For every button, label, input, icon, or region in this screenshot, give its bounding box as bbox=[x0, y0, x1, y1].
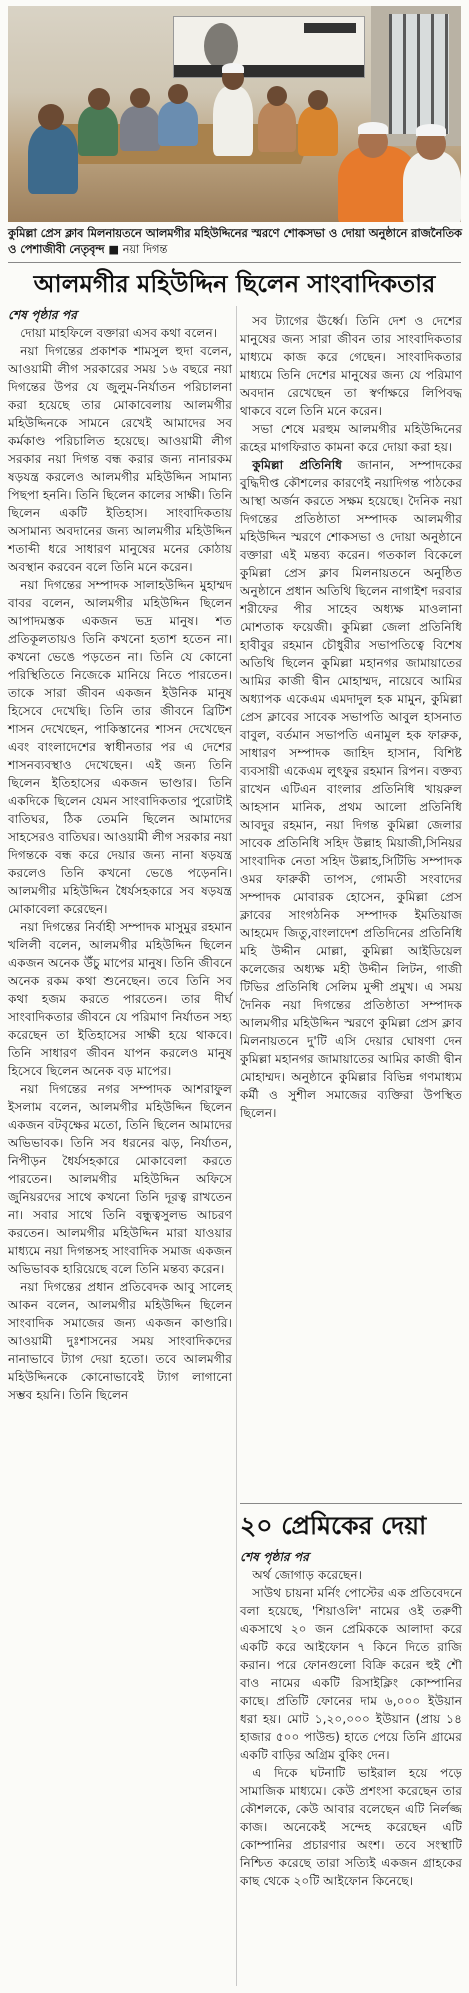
article-paragraph: এ দিকে ঘটনাটি ভাইরাল হয়ে পড়ে সামাজিক মাধ্যমে। কেউ প্রশংসা করেছেন তার কৌশলকে, কেউ আবার বলেছেন এটি নির্লজ্জ কাজ। অনেকেই সন্দেহ করেছেন এটি কোম্পানির প্রচারণার অংশ। তবে সংস্থাটি নিশ্চিত করেছে তারা সত্যিই একজন গ্রাহকের কাছ থেকে ২০টি আইফোন কিনেছে। bbox=[240, 1766, 462, 1888]
photo-person bbox=[78, 106, 118, 156]
comilla-dateline: কুমিল্লা প্রতিনিধি bbox=[252, 458, 343, 472]
article-paragraph: নয়া দিগন্তের প্রকাশক শামসুল হুদা বলেন, আওয়ামী লীগ সরকারের সময় ১৬ বছরে নয়া দিগন্তের উপর যে জুলুম-নির্যাতন পরিচালনা করা হয়েছে তার মোকাবেলায় আলমগীর মহিউদ্দিনকে সামনে রেখেই আমাদের সব কর্মকাণ্ড পরিচালিত হয়েছে। আওয়ামী লীগ সরকার নয়া দিগন্ত বন্ধ করার জন্য নানারকম ষড়যন্ত্র করলেও আলমগীর মহিউদ্দিন সামান্য পিছপা হননি। তিনি ছিলেন কালের সাক্ষী। তিনি ছিলেন একটি ইতিহাস। সাংবাদিকতায় অসামান্য অবদানের জন্য আলমগীর মহিউদ্দিন শতাব্দী ধরে সাধারণ মানুষের মনের কোঠায় অবস্থান করবেন বলে তিনি মনে করেন। bbox=[8, 344, 232, 574]
photo-banner bbox=[173, 16, 365, 78]
photo-person bbox=[28, 124, 78, 194]
photo-head bbox=[308, 90, 328, 110]
article-paragraph: নয়া দিগন্তের নগর সম্পাদক আশরাফুল ইসলাম বলেন, আলমগীর মহিউদ্দিন ছিলেন একজন বটবৃক্ষের মতো, তিনি ছিলেন আমাদের অভিভাবক। তিনি সব ধরনের ঝড়, নির্যাতন, নিপীড়ন ধৈর্যসহকারে মোকাবেলা করতে পারতেন। আলমগীর মহিউদ্দিন অফিসে জুনিয়রদের সাথে কখনো তিনি দূরত্ব রাখতেন না। সবার সাথে তিনি বন্ধুত্বসুলভ আচরণ করতেন। আলমগীর মহিউদ্দিন মারা যাওয়ার মাধ্যমে নয়া দিগন্তসহ সাংবাদিক সমাজ একজন অভিভাবক হারিয়েছে বলে তিনি মন্তব্য করেন। bbox=[8, 1082, 232, 1276]
article-paragraph: দোয়া মাহফিলে বক্তারা এসব কথা বলেন। bbox=[20, 326, 218, 340]
continuation-kicker: শেষ পৃষ্ঠার পর bbox=[8, 308, 77, 322]
photo-person bbox=[403, 151, 461, 222]
photo-head bbox=[38, 104, 64, 130]
article-paragraph: নয়া দিগন্তের নির্বাহী সম্পাদক মাসুমুর রহমান খলিলী বলেন, আলমগীর মহিউদ্দিন ছিলেন একজন অনেক উঁচু মাপের মানুষ। তিনি জীবনে অনেক রকম কথা শুনেছেন। তবে তিনি সব কথা হজম করতে পারতেন। তার দীর্ঘ সাংবাদিকতার জীবনে যে পরিমাণ নির্যাতন সহ্য করেছেন তা ইতিহাসের সাক্ষী হয়ে থাকবে। তিনি সাধারণ জীবন যাপন করলেও মানুষ হিসেবে ছিলেন অনেক বড় মাপের। bbox=[8, 920, 232, 1078]
second-article-rule bbox=[240, 1503, 462, 1504]
photo-head bbox=[130, 88, 150, 108]
article-paragraph: নয়া দিগন্তের সম্পাদক সালাহউদ্দিন মুহাম্মদ বাবর বলেন, আলমগীর মহিউদ্দিন ছিলেন আপাদমস্তক একজন ভদ্র মানুষ। শত প্রতিকূলতায়ও তিনি কখনো হতাশ হতেন না। কখনো ভেঙে পড়তেন না। তিনি যে কোনো পরিস্থিতিতে নিজেকে মানিয়ে নিতে পারতেন। তাকে সারা জীবন একজন ইউনিক মানুষ হিসেবে দেখেছি। তিনি তার জীবনে ব্রিটিশ শাসন দেখেছেন, পাকিস্তানের শাসন দেখেছেন এবং বাংলাদেশের স্বাধীনতার পর এ দেশের শাসনব্যবস্থাও দেখেছেন। এই জন্য তিনি ছিলেন ইতিহাসের একজন ভাণ্ডার। তিনি একদিকে ছিলেন যেমন সাংবাদিকতার পুরোটাই বাতিঘর, ঠিক তেমনি ছিলেন আমাদের সাহসেরও বাতিঘর। আওয়ামী লীগ সরকার নয়া দিগন্তকে বন্ধ করে দেয়ার জন্য নানা ষড়যন্ত্র করলেও তিনি কখনো ভেঙে পড়েননি। আলমগীর মহিউদ্দিন ধৈর্যসহকারে সব ষড়যন্ত্র মোকাবেলা করেছেন। bbox=[8, 578, 232, 916]
article-left-column bbox=[8, 306, 232, 1404]
photo-cap bbox=[358, 122, 388, 134]
photo-person bbox=[158, 101, 198, 146]
photo-cap bbox=[222, 63, 244, 73]
article-paragraph: নয়া দিগন্তের প্রধান প্রতিবেদক আবু সালেহ আকন বলেন, আলমগীর মহিউদ্দিন ছিলেন সাংবাদিক সমাজের জন্য একজন কাণ্ডারি। আওয়ামী দুঃশাসনের সময় সাংবাদিকদের নানাভাবে ট্যাগ দেয়া হতো। তবে আলমগীর মহিউদ্দিনকে কোনোভাবেই ট্যাগ লাগানো সম্ভব হয়নি। তিনি ছিলেন bbox=[8, 1280, 232, 1402]
caption-rule bbox=[8, 262, 461, 263]
second-article-kicker: শেষ পৃষ্ঠার পর bbox=[240, 1550, 309, 1564]
article-headline: আলমগীর মহিউদ্দিন ছিলেন সাংবাদিকতার bbox=[33, 269, 436, 298]
photo-head bbox=[168, 84, 188, 104]
event-photo bbox=[8, 6, 461, 222]
article-paragraph: অর্থ জোগাড় করেছেন। bbox=[252, 1568, 363, 1582]
article-right-column bbox=[240, 312, 462, 1122]
comilla-paragraph bbox=[240, 456, 462, 1122]
banner-band bbox=[174, 65, 364, 77]
photo-caption bbox=[8, 226, 463, 258]
second-article-headline: ২০ প্রেমিকের দেয়া bbox=[240, 1511, 427, 1540]
column-divider bbox=[236, 306, 237, 1986]
photo-head bbox=[88, 88, 110, 110]
article-paragraph: সভা শেষে মরহুম আলমগীর মহিউদ্দিনের রূহের মাগফিরাত কামনা করে দোয়া করা হয়। bbox=[240, 422, 462, 454]
photo-head bbox=[267, 86, 287, 106]
comilla-text: জানান, সম্পাদকের বুদ্ধিদীপ্ত কৌশলের কারণেই নয়াদিগন্ত পাঠকের আস্থা অর্জন করতে সক্ষম হয়েছে। দৈনিক নয়া দিগন্তের প্রতিষ্ঠাতা সম্পাদক আলমগীর মহিউদ্দিন স্মরণে শোকসভা ও দোয়া অনুষ্ঠানে বক্তারা এই মন্তব্য করেন। গতকাল বিকেলে কুমিল্লা প্রেস ক্লাব মিলনায়তনে অনুষ্ঠিত অনুষ্ঠানে প্রধান অতিথি ছিলেন নাগাইশ দরবার শরীফের পীর সাহেব অধ্যক্ষ মাওলানা মোশতাক ফয়েজী। কুমিল্লা জেলা প্রতিনিধি হাবীবুর রহমান চৌধুরীর সভাপতিত্বে বিশেষ অতিথি ছিলেন কুমিল্লা মহানগর জামায়াতের আমির কাজী দ্বীন মোহাম্মদ, নায়েবে আমির অধ্যাপক একেএম এমদাদুল হক মামুন, কুমিল্লা প্রেস ক্লাবের সাবেক সভাপতি আবুল হাসনাত বাবুল, বর্তমান সভাপতি এনামুল হক ফারুক, সাধারণ সম্পাদক জাহিদ হাসান, বিশিষ্ট ব্যবসায়ী একেএম লুৎফুর রহমান রিপন। বক্তব্য রাখেন এটিএন বাংলার প্রতিনিধি খায়রুল আহসান মানিক, প্রথম আলো প্রতিনিধি আবদুর রহমান, নয়া দিগন্ত কুমিল্লা জেলার সাবেক প্রতিনিধি সহিদ উল্লাহ মিয়াজী,সিনিয়র সাংবাদিক নেতা সহিদ উল্লাহ,সিটিভি সম্পাদক ওমর ফারুকী তাপস, গোমতী সংবাদের সম্পাদক মোবারক হোসেন, কুমিল্লা প্রেস ক্লাবের সাংগঠনিক সম্পাদক ইমতিয়াজ আহমেদ জিতু,বাংলাদেশ প্রতিদিনের প্রতিনিধি মহি উদ্দীন মোল্লা, কুমিল্লা আইডিয়েল কলেজের অধ্যক্ষ মহী উদ্দীন লিটন, গাজী টিভির প্রতিনিধি সেলিম মুন্সী প্রমুখ। এ সময় দৈনিক নয়া দিগন্তের প্রতিষ্ঠাতা সম্পাদক আলমগীর মহিউদ্দিন স্মরণে কুমিল্লা প্রেস ক্লাব মিলনায়তনে দু'টি এসি দেয়ার ঘোষণা দেন কুমিল্লা মহানগর জামায়াতের আমির কাজী দ্বীন মোহাম্মদ। অনুষ্ঠানে কুমিল্লার বিভিন্ন গণমাধ্যম কর্মী ও সুশীল সমাজের ব্যক্তিরা উপস্থিত ছিলেন। bbox=[240, 458, 462, 1120]
photo-person bbox=[298, 106, 338, 156]
photo-window bbox=[389, 14, 449, 134]
photo-speaker bbox=[213, 86, 253, 156]
photo-cap bbox=[416, 124, 446, 136]
caption-credit: ■ নয়া দিগন্ত bbox=[108, 243, 168, 256]
banner-logo bbox=[304, 23, 356, 33]
article-paragraph: সব ট্যাগের ঊর্ধ্বে। তিনি দেশ ও দেশের মানুষের জন্য সারা জীবন তার সাংবাদিকতার মাধ্যমে কাজ করে গেছেন। সাংবাদিকতার মাধ্যমে তিনি দেশের মানুষের জন্য যে পরিমাণ অবদান রেখেছেন তা স্বর্ণাক্ষরে লিপিবদ্ধ থাকবে বলে তিনি মনে করেন। bbox=[240, 314, 462, 418]
photo-person bbox=[258, 102, 296, 152]
caption-text: কুমিল্লা প্রেস ক্লাব মিলনায়তনে আলমগীর মহিউদ্দিনের স্মরণে শোকসভা ও দোয়া অনুষ্ঠানে রাজনৈতিক ও পেশাজীবী নেতৃবৃন্দ bbox=[8, 227, 462, 256]
photo-person bbox=[120, 106, 160, 151]
second-article-column bbox=[240, 1548, 462, 1890]
article-paragraph: সাউথ চায়না মর্নিং পোস্টের এক প্রতিবেদনে বলা হয়েছে, 'শিয়াওলি' নামের ওই তরুণী একসাথে ২০ জন প্রেমিককে আলাদা করে একটি করে আইফোন ৭ কিনে দিতে রাজি করান। পরে ফোনগুলো বিক্রি করেন হুই শৌ বাও নামের একটি রিসাইক্লিং কোম্পানির কাছে। প্রতিটি ফোনের দাম ৬,০০০ ইউয়ান ধরা হয়। মোট ১,২০,০০০ ইউয়ান (প্রায় ১৪ হাজার ৫০০ পাউন্ড) হাতে পেয়ে তিনি গ্রামের একটি বাড়ির অগ্রিম বুকিং দেন। bbox=[240, 1586, 462, 1762]
